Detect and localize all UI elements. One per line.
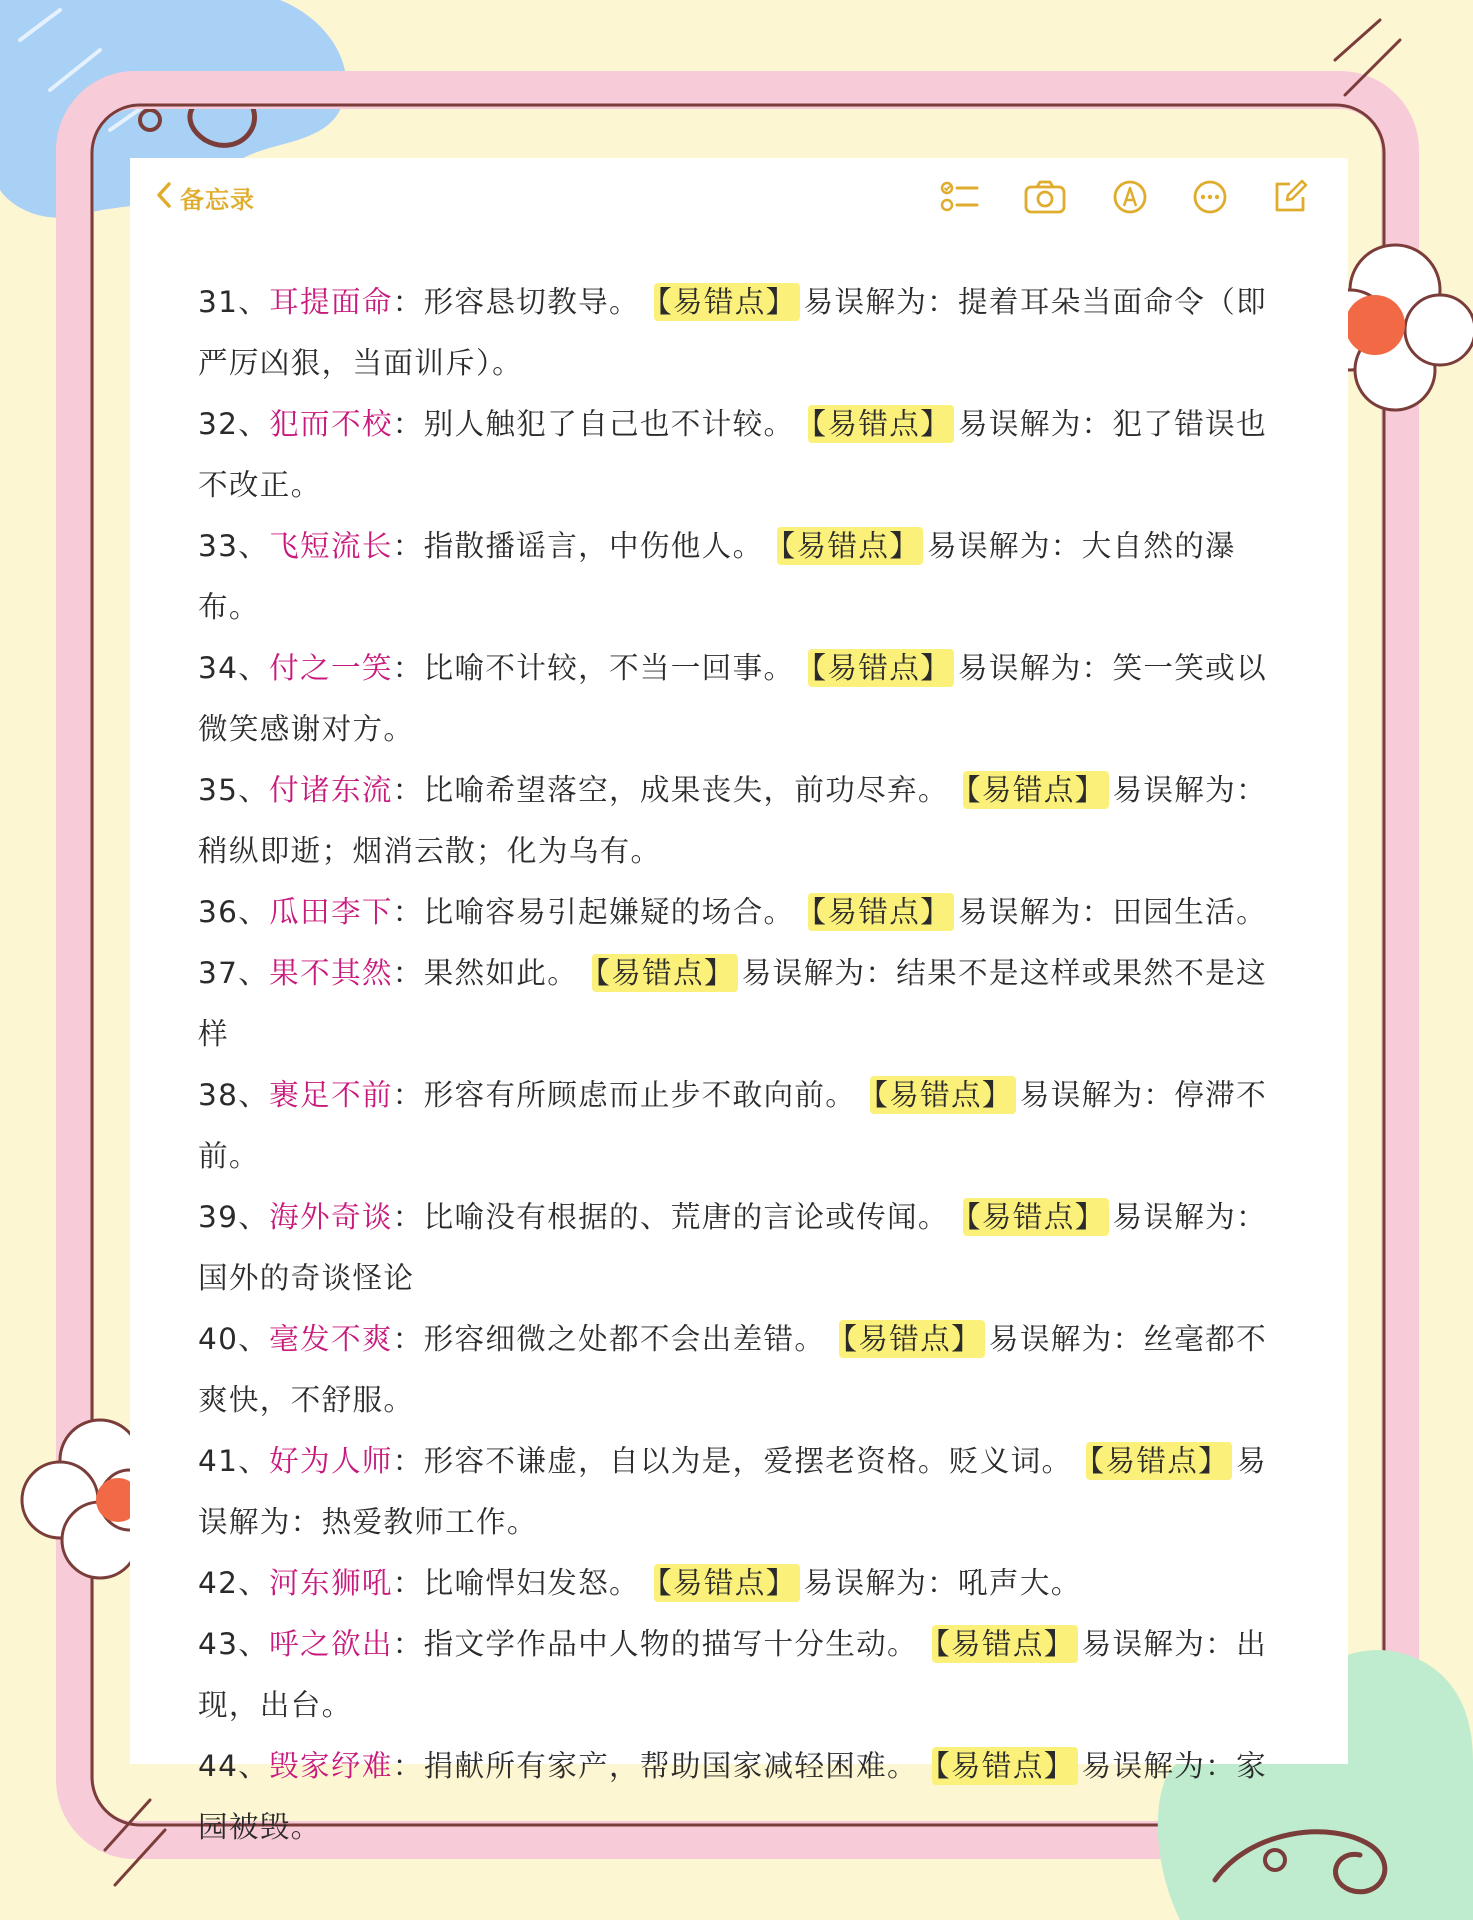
error-tag: 【易错点】 [963, 1198, 1109, 1236]
entry-number: 43、 [198, 1627, 270, 1661]
misinterpretation: 易误解为：笑一笑或以微笑感谢对方。 [198, 651, 1267, 746]
misinterpretation: 易误解为：稍纵即逝；烟消云散；化为乌有。 [198, 773, 1267, 868]
error-tag: 【易错点】 [808, 405, 954, 443]
entry-number: 39、 [198, 1200, 270, 1234]
error-tag: 【易错点】 [932, 1625, 1078, 1663]
misinterpretation: 易误解为：提着耳朵当面命令（即严厉凶狠，当面训斥）。 [198, 285, 1267, 380]
idiom-term: 好为人师 [269, 1444, 393, 1478]
idiom-meaning: ：比喻容易引起嫌疑的场合。 [392, 895, 795, 929]
error-tag: 【易错点】 [808, 649, 954, 687]
list-item [198, 1309, 1288, 1431]
markup-pen-icon[interactable] [1105, 172, 1155, 222]
error-tag: 【易错点】 [870, 1076, 1016, 1114]
entry-number: 33、 [198, 529, 270, 563]
idiom-meaning: ：比喻没有根据的、荒唐的言论或传闻。 [392, 1200, 949, 1234]
entry-number: 37、 [198, 956, 270, 990]
idiom-term: 飞短流长 [269, 529, 393, 563]
list-item [198, 1187, 1288, 1309]
list-item [198, 760, 1288, 882]
idiom-meaning: ：比喻不计较，不当一回事。 [392, 651, 795, 685]
misinterpretation: 易误解为：丝毫都不爽快，不舒服。 [198, 1322, 1267, 1417]
misinterpretation: 易误解为：犯了错误也不改正。 [198, 407, 1267, 502]
entry-number: 42、 [198, 1566, 270, 1600]
list-item [198, 1736, 1288, 1858]
note-body[interactable] [198, 272, 1288, 1858]
idiom-meaning: ：指散播谣言，中伤他人。 [392, 529, 764, 563]
list-item [198, 882, 1288, 943]
misinterpretation: 易误解为：田园生活。 [958, 895, 1267, 929]
note-card [130, 158, 1348, 1844]
chevron-left-icon [154, 180, 174, 214]
misinterpretation: 易误解为：家园被毁。 [198, 1749, 1267, 1844]
error-tag: 【易错点】 [963, 771, 1109, 809]
idiom-term: 毫发不爽 [269, 1322, 393, 1356]
list-item [198, 1431, 1288, 1553]
list-item [198, 516, 1288, 638]
misinterpretation: 易误解为：大自然的瀑布。 [198, 529, 1237, 624]
idiom-meaning: ：捐献所有家产，帮助国家减轻困难。 [392, 1749, 918, 1783]
misinterpretation: 易误解为：结果不是这样或果然不是这样 [198, 956, 1267, 1051]
entry-number: 40、 [198, 1322, 270, 1356]
notes-toolbar [130, 158, 1348, 254]
idiom-meaning: ：指文学作品中人物的描写十分生动。 [392, 1627, 918, 1661]
idiom-term: 瓜田李下 [269, 895, 393, 929]
entry-number: 35、 [198, 773, 270, 807]
entry-number: 38、 [198, 1078, 270, 1112]
back-label: 备忘录 [180, 185, 255, 214]
error-tag: 【易错点】 [592, 954, 738, 992]
idiom-meaning: ：果然如此。 [392, 956, 579, 990]
list-item [198, 1614, 1288, 1736]
compose-icon[interactable] [1265, 172, 1315, 222]
misinterpretation: 易误解为：热爱教师工作。 [198, 1444, 1267, 1539]
idiom-meaning: ：比喻悍妇发怒。 [392, 1566, 640, 1600]
misinterpretation: 易误解为：停滞不前。 [198, 1078, 1267, 1173]
idiom-term: 毁家纾难 [269, 1749, 393, 1783]
list-item [198, 1065, 1288, 1187]
list-item [198, 272, 1288, 394]
idiom-meaning: ：形容不谦虚，自以为是，爱摆老资格。贬义词。 [392, 1444, 1073, 1478]
idiom-meaning: ：形容细微之处都不会出差错。 [392, 1322, 826, 1356]
list-item [198, 638, 1288, 760]
list-item [198, 943, 1288, 1065]
error-tag: 【易错点】 [1086, 1442, 1232, 1480]
error-tag: 【易错点】 [932, 1747, 1078, 1785]
idiom-term: 果不其然 [269, 956, 393, 990]
entry-number: 34、 [198, 651, 270, 685]
idiom-term: 付诸东流 [269, 773, 393, 807]
idiom-term: 耳提面命 [269, 285, 393, 319]
idiom-meaning: ：别人触犯了自己也不计较。 [392, 407, 795, 441]
entry-number: 32、 [198, 407, 270, 441]
entry-number: 44、 [198, 1749, 270, 1783]
entry-number: 31、 [198, 285, 270, 319]
idiom-term: 犯而不校 [269, 407, 393, 441]
error-tag: 【易错点】 [839, 1320, 985, 1358]
entry-number: 41、 [198, 1444, 270, 1478]
error-tag: 【易错点】 [808, 893, 954, 931]
idiom-meaning: ：比喻希望落空，成果丧失，前功尽弃。 [392, 773, 949, 807]
error-tag: 【易错点】 [654, 1564, 800, 1602]
idiom-term: 呼之欲出 [269, 1627, 393, 1661]
idiom-term: 河东狮吼 [269, 1566, 393, 1600]
misinterpretation: 易误解为：出现，出台。 [198, 1627, 1267, 1722]
list-item [198, 394, 1288, 516]
camera-icon[interactable] [1020, 172, 1070, 222]
idiom-meaning: ：形容恳切教导。 [392, 285, 640, 319]
idiom-term: 裹足不前 [269, 1078, 393, 1112]
idiom-term: 海外奇谈 [269, 1200, 393, 1234]
list-item [198, 1553, 1288, 1614]
misinterpretation: 易误解为：吼声大。 [803, 1566, 1082, 1600]
misinterpretation: 易误解为：国外的奇谈怪论 [198, 1200, 1267, 1295]
entry-number: 36、 [198, 895, 270, 929]
idiom-meaning: ：形容有所顾虑而止步不敢向前。 [392, 1078, 857, 1112]
error-tag: 【易错点】 [654, 283, 800, 321]
back-button[interactable] [154, 172, 255, 222]
more-icon[interactable] [1185, 172, 1235, 222]
idiom-term: 付之一笑 [269, 651, 393, 685]
checklist-icon[interactable] [935, 172, 985, 222]
error-tag: 【易错点】 [777, 527, 923, 565]
